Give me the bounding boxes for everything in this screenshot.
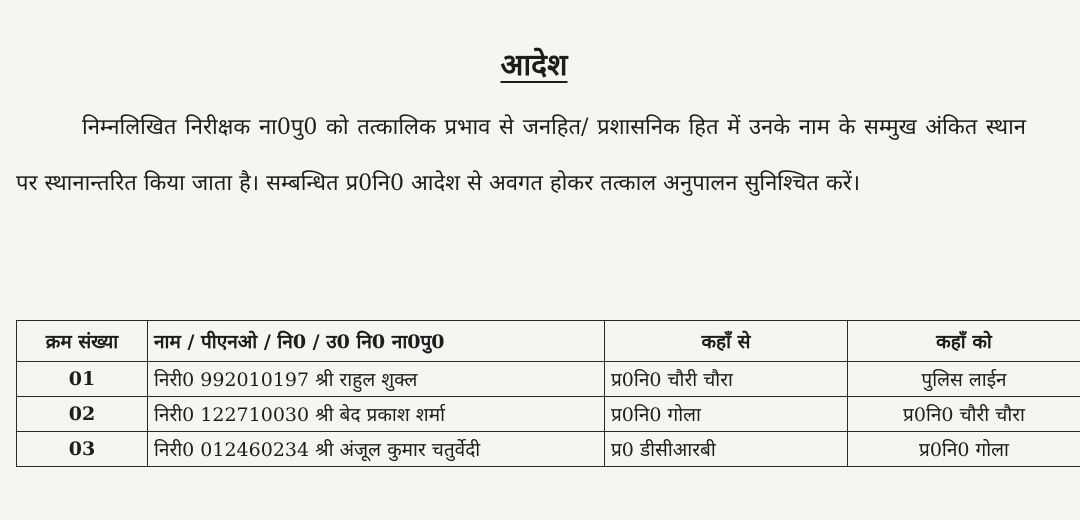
transfer-table bbox=[16, 320, 1080, 467]
cell-serial: 01 bbox=[17, 362, 148, 397]
cell-serial: 02 bbox=[17, 397, 148, 432]
cell-from: प्र0 डीसीआरबी bbox=[605, 432, 848, 467]
table-row bbox=[17, 432, 1080, 467]
cell-name: निरी0 992010197 श्री राहुल शुक्ल bbox=[148, 362, 605, 397]
header-serial-number: क्रम संख्या bbox=[17, 321, 148, 362]
cell-from: प्र0नि0 चौरी चौरा bbox=[605, 362, 848, 397]
table-row bbox=[17, 397, 1080, 432]
cell-to: प्र0नि0 गोला bbox=[848, 432, 1080, 467]
order-document bbox=[0, 44, 1080, 520]
order-paragraph: निम्नलिखित निरीक्षक ना0पु0 को तत्कालिक प्रभाव से जनहित/ प्रशासनिक हित में उनके नाम के सम्मुख अंकित स्थान पर स्थानान्तरित किया जाता है। सम्बन्धित प्र0नि0 आदेश से अवगत होकर तत्काल अनुपालन सुनिश्चित करें। bbox=[16, 100, 1026, 212]
cell-to: प्र0नि0 चौरी चौरा bbox=[848, 397, 1080, 432]
header-from: कहाँ से bbox=[605, 321, 848, 362]
cell-to: पुलिस लाईन bbox=[848, 362, 1080, 397]
table-row bbox=[17, 362, 1080, 397]
header-to: कहाँ को bbox=[848, 321, 1080, 362]
cell-name: निरी0 012460234 श्री अंजूल कुमार चतुर्वेदी bbox=[148, 432, 605, 467]
document-title: आदेश bbox=[16, 44, 1052, 88]
table-header-row bbox=[17, 321, 1080, 362]
cell-serial: 03 bbox=[17, 432, 148, 467]
cell-name: निरी0 122710030 श्री बेद प्रकाश शर्मा bbox=[148, 397, 605, 432]
cell-from: प्र0नि0 गोला bbox=[605, 397, 848, 432]
header-name-pno: नाम / पीएनओ / नि0 / उ0 नि0 ना0पु0 bbox=[148, 321, 605, 362]
